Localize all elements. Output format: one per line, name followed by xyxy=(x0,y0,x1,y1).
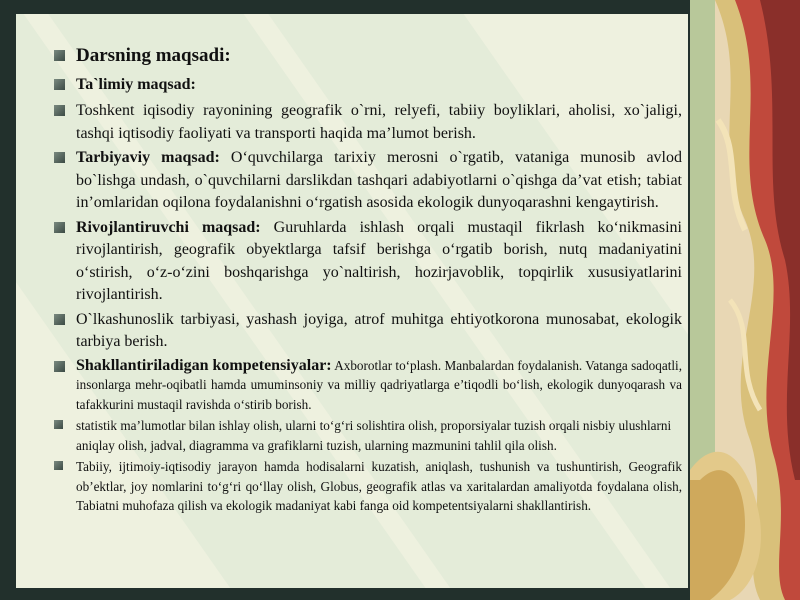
item-text: Guruhlarda ishlash orqali mustaqil fikrlash ko‘nikmasini rivojlantirish, geografik obyektlarga tafsif berishga o‘rgatib borish, nutq madaniyatini o‘stirish, o‘z-o‘zini boshqarishga yo`naltirish, hozirjavoblik, topqirlik xususiyatlarini rivojlantirish. xyxy=(76,218,682,303)
bullet-list xyxy=(40,44,682,518)
content-panel xyxy=(16,14,688,588)
item-text: statistik ma’lumotlar bilan ishlay olish, ularni to‘g‘ri solishtira olish, proporsiyalar tuzish orqali nisbiy ulushlarni aniqlay olish, jadval, diagramma va grafiklarni tuzish, ularning mazmunini tahlil qila olish. xyxy=(76,418,672,453)
item-lead: Rivojlantiruvchi maqsad: xyxy=(76,218,261,236)
list-item-subtitle xyxy=(40,74,682,96)
bullet-icon xyxy=(54,105,65,116)
list-item-title xyxy=(40,44,682,68)
list-item xyxy=(40,416,682,455)
list-item xyxy=(40,217,682,307)
decorative-side-panel xyxy=(690,0,800,600)
item-text: Tabiiy, ijtimoiy-iqtisodiy jarayon hamda hodisalarni kuzatish, aniqlash, tushunish va tushuntirish, Geografik ob’ektlar, joy nomlarini to‘g‘ri qo‘llay olish, Globus, geografik atlas va xaritalardan amaliyotda foydalana olish, Tabiatni muhofaza qilish va ekologik madaniyat kabi fanga oid kompetentsiyalarni shakllantirish. xyxy=(76,459,682,513)
list-item xyxy=(40,356,682,415)
bullet-icon xyxy=(54,314,65,325)
bullet-icon xyxy=(54,50,65,61)
item-lead: Tarbiyaviy maqsad: xyxy=(76,149,220,166)
bullet-icon xyxy=(54,79,65,90)
item-text: O‘quvchilarga tarixiy merosni o`rgatib, vataniga munosib avlod bo`lishga undash, o`quvchilarni darslikdan tashqari adabiyotlarni o`qishga da’vat etish; tabiat in’omlaridan oqilona foydalanishni o‘rgatish asosida ekologik dunyoqarashni kengaytirish. xyxy=(76,149,682,211)
item-text: Axborotlar to‘plash. Manbalardan foydalanish. Vatanga sadoqatli, insonlarga mehr-oqibatli hamda umuminsoniy va milliy qadriyatlarga e’tiqodli bo‘lish, ekologik dunyoqarash va tafakkurini mustaqil ravishda o‘stirib borish. xyxy=(76,357,683,412)
bullet-icon xyxy=(54,152,65,163)
list-item xyxy=(40,457,682,516)
slide-subtitle: Ta`limiy maqsad: xyxy=(76,76,196,93)
slide-title: Darsning maqsadi: xyxy=(76,45,231,66)
item-text: Toshkent iqisodiy rayonining geografik o`rni, relyefi, tabiiy boyliklari, aholisi, xo`jaligi, tashqi iqtisodiy faoliyati va transporti haqida ma’lumot berish. xyxy=(76,102,682,142)
list-item xyxy=(40,147,682,215)
bullet-icon xyxy=(54,461,63,470)
list-item xyxy=(40,100,682,145)
bullet-icon xyxy=(54,361,65,372)
bullet-icon xyxy=(54,222,65,233)
item-lead: Shakllantiriladigan kompetensiyalar: xyxy=(76,356,332,374)
bullet-icon xyxy=(54,420,63,429)
item-text: O`lkashunoslik tarbiyasi, yashash joyiga, atrof muhitga ehtiyotkorona munosabat, ekologik tarbiya berish. xyxy=(76,310,682,350)
list-item xyxy=(40,309,682,354)
decorative-swirl-icon xyxy=(690,0,800,600)
